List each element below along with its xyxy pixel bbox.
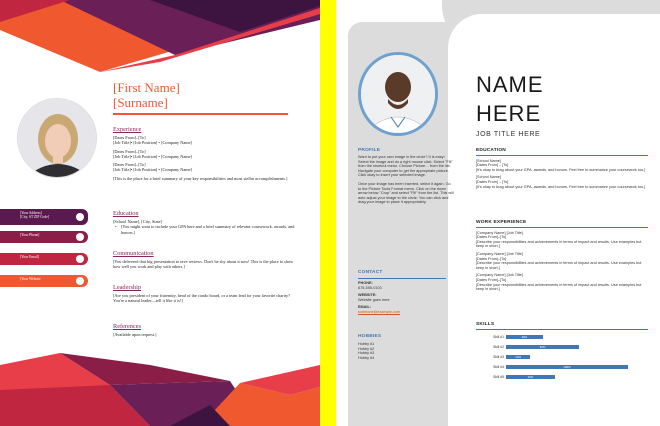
email-icon bbox=[76, 255, 84, 263]
work-dates: [Dates From]–[To] bbox=[476, 277, 507, 282]
school-desc: [It's okay to brag about your GPA, awards, and honors. Feel free to summarize your coursework too.] bbox=[476, 167, 646, 172]
profile-text: Want to put your own image in the circle? It is easy! Select the image and do a right mouse click. Select "Fill" from the shortcut menu. Choose Picture… from the list. Navigate your computer to get the appropriate picture. Click okay to insert your selected image. bbox=[358, 155, 453, 178]
skill-bar: 100% bbox=[506, 365, 628, 369]
email-link[interactable]: someone@example.com bbox=[358, 309, 401, 314]
surname-heading: [Surname] bbox=[113, 95, 168, 110]
references-section bbox=[113, 323, 298, 337]
hobbies-section bbox=[358, 334, 454, 360]
address-text: [Your Address] [City, ST ZIP Code] bbox=[20, 211, 49, 219]
company-line: [Company Name] [Job Title] bbox=[476, 273, 523, 278]
leadership-section bbox=[113, 284, 298, 304]
school-dates: [Dates From] – [To] bbox=[476, 163, 509, 168]
email-text: [Your Email] bbox=[20, 255, 39, 259]
profile-text-2: Once your image has been inserted, select it again. Go to the Picture Tools Format menu. Click on the down arrow below "Crop" and select "Fill" from the list. This will auto adjust your image to the circle. You can click and drag your image to place it appropriately. bbox=[358, 181, 454, 205]
experience-summary: [This is the place for a brief summary of your key responsibilities and most stellar accomplishments.] bbox=[113, 175, 288, 181]
bottom-geometric-banner bbox=[0, 345, 320, 426]
skills-heading: SKILLS bbox=[476, 322, 495, 327]
work-dates: [Dates From]–[To] bbox=[476, 235, 507, 240]
job-dates: [Dates From]–[To] bbox=[113, 162, 146, 168]
website-label: WEBSITE: bbox=[358, 293, 377, 298]
contact-heading: CONTACT bbox=[358, 270, 383, 275]
portrait-image bbox=[18, 99, 96, 177]
job-dates: [Dates From]–[To] bbox=[113, 148, 146, 154]
phone-value: 678-555-0103 bbox=[358, 285, 382, 290]
phone-text: [Your Phone] bbox=[20, 233, 40, 237]
work-experience-section bbox=[476, 220, 648, 292]
job-dates: [Dates From]–[To] bbox=[113, 135, 146, 140]
communication-section bbox=[113, 250, 298, 270]
school-dates: [Dates From] – [To] bbox=[476, 179, 509, 184]
skill-label: Skill #3 bbox=[493, 355, 504, 359]
skills-divider bbox=[476, 329, 648, 330]
company-line: [Company Name] [Job Title] bbox=[476, 251, 523, 256]
first-name-heading: [First Name] bbox=[113, 80, 180, 95]
education-divider bbox=[476, 155, 648, 156]
contact-address[interactable] bbox=[0, 209, 88, 225]
skill-bar: 60% bbox=[506, 345, 579, 349]
skill-label: Skill #2 bbox=[493, 345, 504, 349]
skills-section bbox=[476, 322, 648, 392]
email-label: EMAIL: bbox=[358, 305, 372, 310]
hobby-item: Hobby #1 bbox=[358, 342, 375, 346]
work-desc: [Describe your responsibilities and achievements in terms of impact and results. Use examples but keep in short.] bbox=[476, 239, 642, 249]
hobby-item: Hobby #3 bbox=[358, 351, 375, 356]
location-pin-icon bbox=[76, 213, 84, 221]
skill-label: Skill #1 bbox=[493, 335, 504, 339]
communication-heading: Communication bbox=[113, 250, 154, 257]
portrait-image bbox=[361, 55, 435, 133]
work-heading: WORK EXPERIENCE bbox=[476, 220, 527, 225]
education-heading: EDUCATION bbox=[476, 148, 506, 153]
work-desc: [Describe your responsibilities and achievements in terms of impact and results. Use examples but keep in short.] bbox=[476, 282, 642, 292]
work-desc: [Describe your responsibilities and achievements in terms of impact and results. Use examples but keep in short.] bbox=[476, 261, 642, 270]
phone-icon bbox=[76, 233, 84, 241]
communication-text: [You delivered that big presentation to rave reviews. Don't be shy about it now! This is the place to show how well you work and play with others.] bbox=[113, 259, 294, 270]
hobby-item: Hobby #2 bbox=[358, 346, 375, 351]
education-bullet-text: [You might want to include your GPA here and a brief summary of relevant coursework, awards, and honors.] bbox=[121, 224, 295, 235]
job-title-heading: JOB TITLE HERE bbox=[476, 131, 541, 138]
leadership-heading: Leadership bbox=[113, 284, 141, 291]
skill-label: Skill #4 bbox=[493, 365, 504, 369]
skill-bar: 20% bbox=[506, 355, 530, 359]
contact-section bbox=[358, 270, 454, 315]
references-heading: References bbox=[113, 323, 141, 330]
leadership-text-2: You're a natural leader—tell it like it is!] bbox=[113, 298, 183, 304]
contact-website[interactable] bbox=[0, 275, 88, 287]
phone-label: PHONE: bbox=[358, 281, 373, 285]
hobbies-heading: HOBBIES bbox=[358, 334, 382, 339]
top-geometric-banner bbox=[0, 0, 320, 75]
school-line: [School Name], [City, State] bbox=[113, 219, 163, 224]
profile-photo[interactable] bbox=[18, 99, 96, 177]
leadership-text: [Are you president of your fraternity, head of the condo board, or a team lead for your favorite charity? bbox=[113, 293, 291, 298]
bullet-icon: • bbox=[115, 224, 117, 230]
name-heading: NAME bbox=[476, 72, 544, 97]
name-underline bbox=[113, 113, 288, 115]
skills-chart bbox=[476, 335, 648, 393]
references-text: [Available upon request.] bbox=[113, 332, 157, 337]
skill-label: Skill #5 bbox=[493, 375, 504, 379]
profile-section bbox=[358, 148, 454, 205]
school-name: [School Name] bbox=[476, 175, 501, 180]
website-value: Website goes here bbox=[358, 297, 390, 302]
school-desc: [It's okay to brag about your GPA, awards, and honors. Feel free to summarize your coursework too.] bbox=[476, 184, 646, 189]
skill-bar: 40% bbox=[506, 375, 555, 379]
company-line: [Company Name] [Job Title] bbox=[476, 230, 523, 235]
experience-heading: Experience bbox=[113, 126, 142, 133]
contact-email[interactable] bbox=[0, 253, 88, 265]
work-divider bbox=[476, 227, 648, 228]
education-section bbox=[476, 148, 648, 189]
contact-phone[interactable] bbox=[0, 231, 88, 243]
job-title: [Job Title]• [Job Position] • [Company Name] bbox=[113, 140, 192, 146]
education-heading: Education bbox=[113, 210, 139, 217]
resume-template-right[interactable] bbox=[336, 0, 660, 426]
website-icon bbox=[76, 277, 84, 285]
profile-photo[interactable] bbox=[358, 52, 438, 136]
education-bullet bbox=[113, 224, 298, 235]
skill-bar: 30% bbox=[506, 335, 543, 339]
hobby-item: Hobby #4 bbox=[358, 355, 375, 360]
profile-heading: PROFILE bbox=[358, 148, 381, 153]
work-dates: [Dates From]–[To] bbox=[476, 256, 507, 261]
education-section bbox=[113, 210, 298, 235]
job-title: [Job Title]• [Job Position] • [Company Name] bbox=[113, 167, 192, 173]
job-title: [Job Title]• [Job Position] • [Company Name] bbox=[113, 153, 192, 159]
resume-template-left[interactable] bbox=[0, 0, 320, 426]
name-heading-2: HERE bbox=[476, 101, 542, 126]
experience-section bbox=[113, 126, 298, 181]
website-text: [Your Website bbox=[20, 277, 41, 281]
contact-divider bbox=[358, 278, 446, 279]
school-name: [School Name] bbox=[476, 158, 501, 163]
